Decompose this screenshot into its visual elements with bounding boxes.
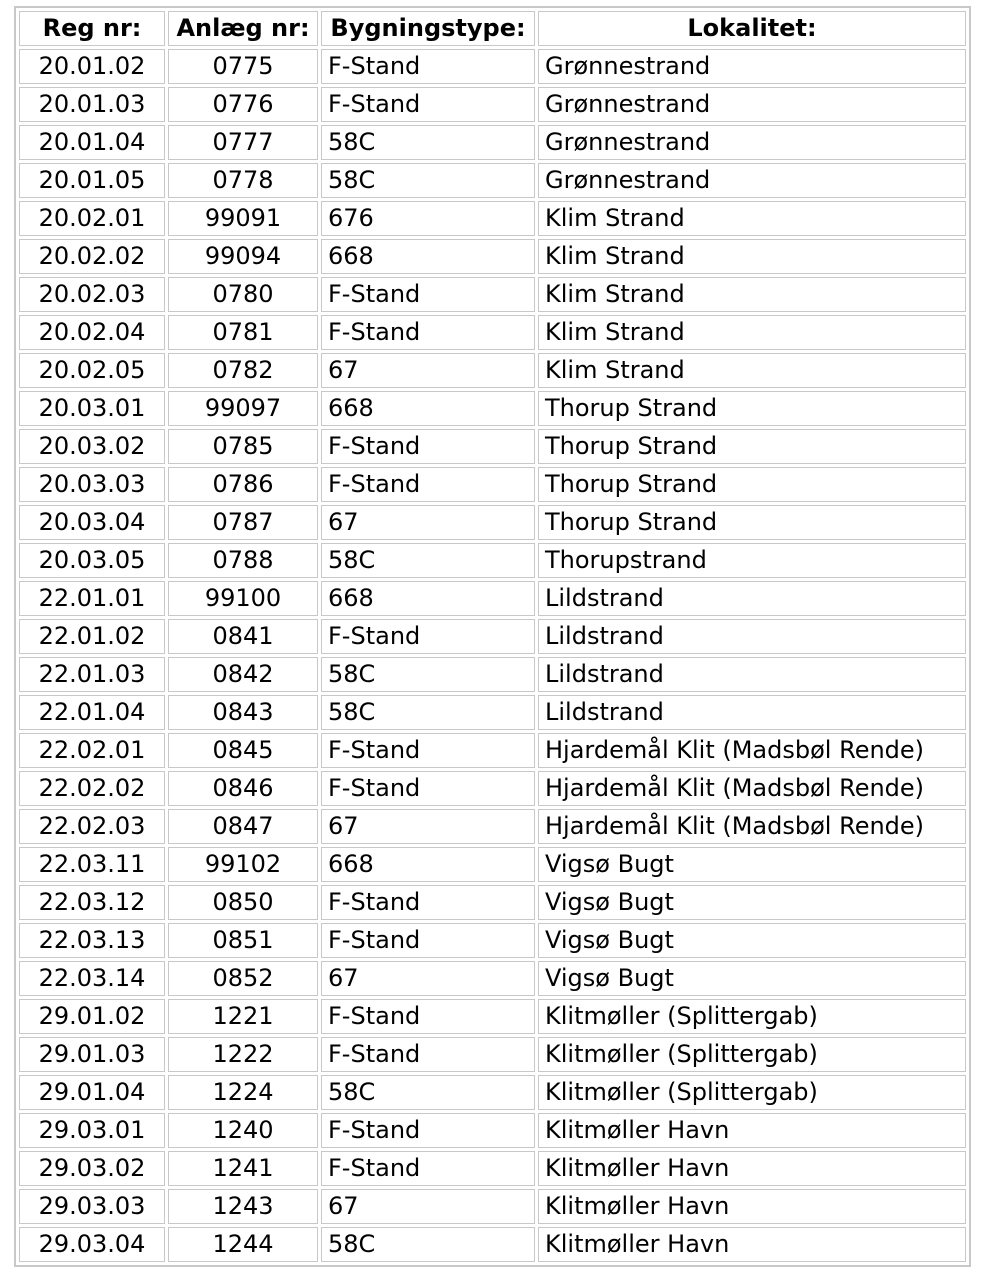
reg-nr-cell: 29.03.01 (19, 1113, 165, 1148)
lokalitet-cell: Vigsø Bugt (538, 923, 966, 958)
bygningstype-cell: 58C (321, 1075, 535, 1110)
table-row (19, 467, 966, 502)
lokalitet-cell: Grønnestrand (538, 49, 966, 84)
anlaeg-nr-cell: 99097 (168, 391, 318, 426)
reg-nr-cell: 20.02.01 (19, 201, 165, 236)
lokalitet-cell: Hjardemål Klit (Madsbøl Rende) (538, 809, 966, 844)
bygningstype-cell: 67 (321, 353, 535, 388)
lokalitet-cell: Hjardemål Klit (Madsbøl Rende) (538, 733, 966, 768)
table-row (19, 695, 966, 730)
lokalitet-cell: Grønnestrand (538, 163, 966, 198)
bygningstype-cell: 67 (321, 961, 535, 996)
lokalitet-cell: Lildstrand (538, 695, 966, 730)
reg-nr-cell: 29.03.04 (19, 1227, 165, 1262)
table-row (19, 1113, 966, 1148)
header-reg-nr: Reg nr: (19, 11, 165, 46)
lokalitet-cell: Lildstrand (538, 657, 966, 692)
bygningstype-cell: 58C (321, 657, 535, 692)
reg-nr-cell: 20.03.03 (19, 467, 165, 502)
table-row (19, 733, 966, 768)
reg-nr-cell: 22.02.02 (19, 771, 165, 806)
bygningstype-cell: 668 (321, 581, 535, 616)
bygningstype-cell: F-Stand (321, 771, 535, 806)
anlaeg-nr-cell: 0845 (168, 733, 318, 768)
bygningstype-cell: F-Stand (321, 1113, 535, 1148)
reg-nr-cell: 22.03.11 (19, 847, 165, 882)
bygningstype-cell: F-Stand (321, 999, 535, 1034)
anlaeg-nr-cell: 1241 (168, 1151, 318, 1186)
anlaeg-nr-cell: 0850 (168, 885, 318, 920)
bygningstype-cell: 676 (321, 201, 535, 236)
lokalitet-cell: Klitmøller Havn (538, 1189, 966, 1224)
anlaeg-nr-cell: 0847 (168, 809, 318, 844)
table-row (19, 429, 966, 464)
anlaeg-nr-cell: 0852 (168, 961, 318, 996)
bygningstype-cell: F-Stand (321, 315, 535, 350)
bygningstype-cell: F-Stand (321, 923, 535, 958)
anlaeg-nr-cell: 1240 (168, 1113, 318, 1148)
table-row (19, 809, 966, 844)
table-row (19, 505, 966, 540)
header-bygningstype: Bygningstype: (321, 11, 535, 46)
anlaeg-nr-cell: 0778 (168, 163, 318, 198)
bunker-register-table (14, 6, 971, 1267)
reg-nr-cell: 20.03.02 (19, 429, 165, 464)
header-lokalitet: Lokalitet: (538, 11, 966, 46)
reg-nr-cell: 22.02.03 (19, 809, 165, 844)
reg-nr-cell: 29.03.03 (19, 1189, 165, 1224)
reg-nr-cell: 29.03.02 (19, 1151, 165, 1186)
anlaeg-nr-cell: 0851 (168, 923, 318, 958)
bygningstype-cell: F-Stand (321, 87, 535, 122)
bygningstype-cell: 58C (321, 125, 535, 160)
reg-nr-cell: 20.02.02 (19, 239, 165, 274)
lokalitet-cell: Grønnestrand (538, 87, 966, 122)
reg-nr-cell: 20.02.04 (19, 315, 165, 350)
anlaeg-nr-cell: 0780 (168, 277, 318, 312)
table-header (19, 11, 966, 46)
table-row (19, 353, 966, 388)
lokalitet-cell: Thorup Strand (538, 505, 966, 540)
reg-nr-cell: 22.01.02 (19, 619, 165, 654)
anlaeg-nr-cell: 1221 (168, 999, 318, 1034)
anlaeg-nr-cell: 0843 (168, 695, 318, 730)
table-row (19, 543, 966, 578)
table-row (19, 49, 966, 84)
lokalitet-cell: Klitmøller (Splittergab) (538, 1075, 966, 1110)
table-row (19, 1151, 966, 1186)
anlaeg-nr-cell: 1244 (168, 1227, 318, 1262)
anlaeg-nr-cell: 0775 (168, 49, 318, 84)
table-row (19, 315, 966, 350)
lokalitet-cell: Lildstrand (538, 581, 966, 616)
table-row (19, 277, 966, 312)
lokalitet-cell: Klim Strand (538, 239, 966, 274)
lokalitet-cell: Vigsø Bugt (538, 885, 966, 920)
bygningstype-cell: 58C (321, 163, 535, 198)
bygningstype-cell: 58C (321, 1227, 535, 1262)
bygningstype-cell: F-Stand (321, 277, 535, 312)
table-row (19, 87, 966, 122)
anlaeg-nr-cell: 0846 (168, 771, 318, 806)
bygningstype-cell: 668 (321, 847, 535, 882)
table-row (19, 999, 966, 1034)
table-body (19, 49, 966, 1262)
bygningstype-cell: 67 (321, 505, 535, 540)
reg-nr-cell: 29.01.03 (19, 1037, 165, 1072)
bygningstype-cell: 58C (321, 543, 535, 578)
bygningstype-cell: 668 (321, 239, 535, 274)
lokalitet-cell: Klim Strand (538, 315, 966, 350)
lokalitet-cell: Thorupstrand (538, 543, 966, 578)
reg-nr-cell: 20.03.05 (19, 543, 165, 578)
reg-nr-cell: 20.01.04 (19, 125, 165, 160)
table-row (19, 581, 966, 616)
anlaeg-nr-cell: 0787 (168, 505, 318, 540)
table-row (19, 619, 966, 654)
anlaeg-nr-cell: 0782 (168, 353, 318, 388)
anlaeg-nr-cell: 0841 (168, 619, 318, 654)
anlaeg-nr-cell: 0788 (168, 543, 318, 578)
reg-nr-cell: 22.01.01 (19, 581, 165, 616)
anlaeg-nr-cell: 1224 (168, 1075, 318, 1110)
table-row (19, 657, 966, 692)
table-row (19, 961, 966, 996)
reg-nr-cell: 20.03.01 (19, 391, 165, 426)
table-row (19, 163, 966, 198)
anlaeg-nr-cell: 0781 (168, 315, 318, 350)
table-row (19, 1037, 966, 1072)
table-row (19, 1075, 966, 1110)
lokalitet-cell: Thorup Strand (538, 429, 966, 464)
lokalitet-cell: Klitmøller (Splittergab) (538, 1037, 966, 1072)
anlaeg-nr-cell: 99102 (168, 847, 318, 882)
bygningstype-cell: F-Stand (321, 49, 535, 84)
lokalitet-cell: Thorup Strand (538, 391, 966, 426)
reg-nr-cell: 22.02.01 (19, 733, 165, 768)
anlaeg-nr-cell: 0786 (168, 467, 318, 502)
reg-nr-cell: 20.02.05 (19, 353, 165, 388)
lokalitet-cell: Vigsø Bugt (538, 847, 966, 882)
bygningstype-cell: F-Stand (321, 1151, 535, 1186)
lokalitet-cell: Klim Strand (538, 353, 966, 388)
reg-nr-cell: 22.03.13 (19, 923, 165, 958)
anlaeg-nr-cell: 99100 (168, 581, 318, 616)
bygningstype-cell: F-Stand (321, 467, 535, 502)
lokalitet-cell: Hjardemål Klit (Madsbøl Rende) (538, 771, 966, 806)
anlaeg-nr-cell: 99091 (168, 201, 318, 236)
table-row (19, 885, 966, 920)
reg-nr-cell: 20.01.02 (19, 49, 165, 84)
reg-nr-cell: 22.03.14 (19, 961, 165, 996)
table-row (19, 923, 966, 958)
reg-nr-cell: 20.01.03 (19, 87, 165, 122)
table-row (19, 391, 966, 426)
bygningstype-cell: F-Stand (321, 619, 535, 654)
reg-nr-cell: 29.01.02 (19, 999, 165, 1034)
table-row (19, 125, 966, 160)
table-row (19, 847, 966, 882)
bygningstype-cell: F-Stand (321, 1037, 535, 1072)
lokalitet-cell: Klitmøller (Splittergab) (538, 999, 966, 1034)
reg-nr-cell: 29.01.04 (19, 1075, 165, 1110)
bygningstype-cell: F-Stand (321, 429, 535, 464)
bygningstype-cell: 67 (321, 1189, 535, 1224)
anlaeg-nr-cell: 99094 (168, 239, 318, 274)
header-row (19, 11, 966, 46)
header-anlaeg-nr: Anlæg nr: (168, 11, 318, 46)
lokalitet-cell: Grønnestrand (538, 125, 966, 160)
lokalitet-cell: Klitmøller Havn (538, 1151, 966, 1186)
anlaeg-nr-cell: 1243 (168, 1189, 318, 1224)
anlaeg-nr-cell: 0776 (168, 87, 318, 122)
table-row (19, 1189, 966, 1224)
table-row (19, 1227, 966, 1262)
lokalitet-cell: Klim Strand (538, 277, 966, 312)
lokalitet-cell: Klim Strand (538, 201, 966, 236)
lokalitet-cell: Vigsø Bugt (538, 961, 966, 996)
lokalitet-cell: Klitmøller Havn (538, 1113, 966, 1148)
reg-nr-cell: 20.02.03 (19, 277, 165, 312)
anlaeg-nr-cell: 1222 (168, 1037, 318, 1072)
reg-nr-cell: 20.03.04 (19, 505, 165, 540)
lokalitet-cell: Klitmøller Havn (538, 1227, 966, 1262)
reg-nr-cell: 20.01.05 (19, 163, 165, 198)
lokalitet-cell: Lildstrand (538, 619, 966, 654)
reg-nr-cell: 22.01.03 (19, 657, 165, 692)
reg-nr-cell: 22.03.12 (19, 885, 165, 920)
table-row (19, 771, 966, 806)
anlaeg-nr-cell: 0777 (168, 125, 318, 160)
bygningstype-cell: 58C (321, 695, 535, 730)
lokalitet-cell: Thorup Strand (538, 467, 966, 502)
table-row (19, 201, 966, 236)
bygningstype-cell: F-Stand (321, 885, 535, 920)
bygningstype-cell: F-Stand (321, 733, 535, 768)
bygningstype-cell: 67 (321, 809, 535, 844)
anlaeg-nr-cell: 0842 (168, 657, 318, 692)
reg-nr-cell: 22.01.04 (19, 695, 165, 730)
table-row (19, 239, 966, 274)
bygningstype-cell: 668 (321, 391, 535, 426)
anlaeg-nr-cell: 0785 (168, 429, 318, 464)
